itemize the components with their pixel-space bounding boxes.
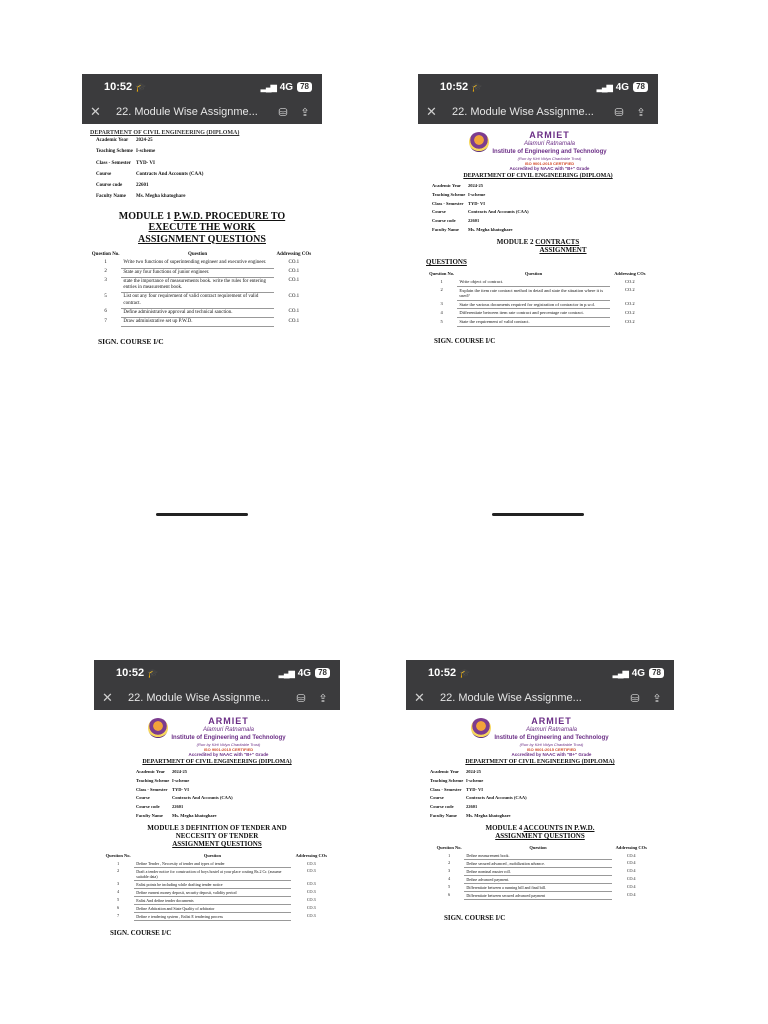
info-value: Ms. Megha khatoghare (468, 226, 513, 232)
question-text: State the requirement of valid contract. (457, 318, 609, 327)
share-drive-icon[interactable]: ⛁ (614, 106, 624, 119)
module-title-underlined: ACCOUNTS IN P.W.D. (523, 824, 595, 833)
question-text: Define e tendering system , Enlist E tendering process (134, 912, 290, 920)
signature-label: SIGN. COURSE I/C (444, 913, 506, 922)
info-label: Teaching Scheme (432, 192, 466, 197)
table-row (426, 318, 650, 327)
question-no: 1 (448, 852, 451, 858)
question-co: CO.4 (626, 868, 636, 874)
network-type: 4G (615, 81, 630, 93)
module-title-line2: NECCESITY OF TENDER (175, 832, 259, 841)
module-title-line2: ASSIGNMENT (539, 246, 587, 255)
table-row (426, 300, 650, 309)
clock: 10:52 (116, 667, 145, 679)
module-prefix: MODULE 2 (496, 238, 534, 247)
table-row (102, 912, 332, 920)
college-emblem-icon (148, 718, 168, 738)
info-value: TYD- VI (466, 786, 484, 792)
module-title-line3: QUESTIONS (426, 258, 467, 267)
module-title-underlined: CONTRACTS (535, 238, 580, 247)
info-value: 22601 (466, 803, 478, 809)
table-row (434, 883, 651, 891)
clock: 10:52 (428, 667, 457, 679)
question-text: Define secured advanced , mobilization advance. (464, 859, 611, 867)
info-label: Course code (136, 803, 160, 809)
question-co: CO.3 (307, 913, 316, 919)
module-title-line2: ASSIGNMENT QUESTIONS (495, 832, 585, 841)
share-drive-icon[interactable]: ⛁ (296, 692, 306, 705)
signal-icon: ▂▄▆ (278, 668, 294, 678)
college-logo (102, 716, 332, 758)
table-row (102, 860, 332, 868)
info-label: Course code (432, 217, 456, 223)
question-text: Define nominal muster roll. (464, 867, 611, 875)
question-co: CO.3 (307, 905, 316, 911)
question-text: Define earnest money deposit, security deposit, validity period (134, 888, 290, 896)
document-title: 22. Module Wise Assignme... (452, 106, 594, 118)
question-co: CO.3 (307, 868, 316, 874)
question-co: CO.2 (625, 301, 635, 307)
module-prefix: MODULE 1 (118, 210, 172, 222)
status-bar (406, 660, 674, 686)
network-type: 4G (631, 667, 646, 679)
info-label: Course (136, 795, 150, 801)
info-value: Contracts And Accounts (CAA) (172, 795, 233, 801)
signal-icon: ▂▄▆ (596, 82, 612, 92)
question-co: CO.1 (288, 278, 300, 284)
viewer-toolbar (406, 686, 674, 710)
question-no: 4 (448, 876, 451, 882)
info-label: Class - Semester (96, 160, 131, 166)
question-co: CO.1 (288, 318, 300, 324)
viewer-toolbar (82, 100, 322, 124)
info-value: Ms. Megha khatoghare (172, 812, 217, 818)
table-row (90, 268, 314, 277)
col-question: Question (529, 845, 547, 851)
module-title-line2: EXECUTE THE WORK (148, 222, 256, 233)
table-row (90, 293, 314, 309)
question-text: Define administrative approval and technical sanction. (121, 308, 273, 317)
question-text: Define Arbitration and State Quality of arbitrator (134, 904, 290, 912)
info-value: Contracts And Accounts (CAA) (468, 209, 529, 215)
question-co: CO.1 (288, 260, 300, 266)
info-value: 2024-25 (466, 769, 481, 775)
question-no: 5 (117, 897, 120, 903)
questions-table (426, 270, 650, 326)
table-row (102, 880, 332, 888)
table-row (102, 888, 332, 896)
home-indicator[interactable] (156, 513, 248, 516)
info-value: Contracts And Accounts (CAA) (136, 171, 204, 177)
document-title: 22. Module Wise Assignme... (440, 692, 582, 704)
question-no: 3 (117, 881, 120, 887)
question-no: 5 (440, 318, 443, 324)
question-co: CO.4 (626, 892, 636, 898)
department-heading: DEPARTMENT OF CIVIL ENGINEERING (DIPLOMA) (142, 758, 292, 765)
info-label: Faculty Name (432, 226, 459, 232)
screenshot-module-1 (82, 74, 322, 524)
close-icon[interactable]: ✕ (414, 690, 425, 705)
share-drive-icon[interactable]: ⛁ (278, 106, 288, 119)
table-row (434, 867, 651, 875)
college-logo (414, 716, 666, 758)
naac-accreditation: Accredited by NAAC with "B+" Grade (509, 166, 590, 172)
screenshot-module-2 (418, 74, 658, 524)
screenshot-module-4 (406, 660, 674, 1024)
question-no: 2 (117, 868, 120, 874)
table-row (434, 852, 651, 860)
question-co: CO.2 (625, 318, 635, 324)
graduation-cap-icon: 🎓 (147, 667, 159, 678)
share-icon[interactable]: ⇪ (652, 692, 662, 705)
question-text: State the various documents required for registration of contractor in p.w.d. (457, 300, 609, 309)
question-no: 6 (448, 892, 451, 898)
col-addressing-cos: Addressing COs (615, 845, 647, 851)
college-subtitle: Institute of Engineering and Technology (171, 734, 286, 741)
document-page (406, 710, 674, 923)
col-addressing-cos: Addressing COs (276, 252, 312, 257)
college-name: Alamuri Ratnamala (202, 727, 254, 734)
question-text: Enlist And define tender documents (134, 896, 290, 904)
college-brand: ARMIET (531, 716, 572, 726)
status-bar (94, 660, 340, 686)
table-row (90, 277, 314, 293)
graduation-cap-icon: 🎓 (471, 81, 483, 92)
table-row (102, 904, 332, 912)
graduation-cap-icon: 🎓 (459, 667, 471, 678)
question-co: CO.3 (307, 897, 316, 903)
question-text: Enlist points be including while drafting tender notice (134, 880, 290, 888)
col-question-no: Question No. (91, 252, 120, 257)
question-no: 7 (117, 913, 120, 919)
question-text: Define measurement book. (464, 852, 611, 860)
info-label: Course (430, 795, 444, 801)
table-row (90, 308, 314, 317)
question-co: CO.3 (307, 860, 316, 866)
question-no: 3 (448, 868, 451, 874)
info-label: Academic Year (136, 769, 165, 775)
close-icon[interactable]: ✕ (102, 690, 113, 705)
questions-table (434, 844, 651, 900)
table-row (90, 318, 314, 327)
info-label: Class - Semester (430, 786, 462, 792)
table-row (434, 875, 651, 883)
question-no: 2 (104, 269, 107, 274)
info-label: Teaching Scheme (96, 149, 133, 155)
question-no: 6 (117, 905, 120, 911)
question-no: 2 (440, 287, 443, 293)
document-page (82, 124, 322, 347)
question-no: 4 (117, 889, 120, 895)
share-icon[interactable]: ⇪ (300, 106, 310, 119)
college-trust: (Run by Kirti Vidya Charitable Trust) (519, 742, 584, 748)
module-title (96, 211, 308, 246)
module-title-underlined: P.W.D. PROCEDURE TO (173, 210, 286, 222)
info-label: Course (96, 171, 112, 177)
info-label: Academic Year (430, 769, 459, 775)
info-label: Academic Year (96, 138, 129, 143)
signal-icon: ▂▄▆ (260, 82, 276, 92)
module-title-line1: MODULE 3 DEFINITION OF TENDER AND (147, 824, 287, 833)
college-trust: (Run by Kirti Vidya Charitable Trust) (517, 156, 582, 162)
info-value: I-scheme (172, 778, 190, 783)
table-row (102, 867, 332, 880)
share-icon[interactable]: ⇪ (318, 692, 328, 705)
info-value: Ms. Megha khatoghare (466, 812, 511, 818)
info-label: Course code (96, 183, 123, 188)
col-question: Question (187, 252, 208, 257)
question-co: CO.1 (288, 293, 300, 299)
course-info (432, 183, 650, 232)
info-value: 22601 (172, 803, 184, 809)
col-question-no: Question No. (429, 271, 455, 277)
question-text: Draft a tender notice for construction of boys hostel at your place costing Rs.2 Cr. (assume suitable data) (134, 867, 290, 880)
question-co: CO.2 (625, 278, 635, 284)
network-type: 4G (297, 667, 312, 679)
question-no: 6 (104, 309, 107, 315)
close-icon[interactable]: ✕ (90, 104, 101, 119)
college-name: Alamuri Ratnamala (523, 141, 575, 148)
naac-accreditation: Accredited by NAAC with "B+" Grade (511, 752, 592, 758)
question-co: CO.1 (288, 309, 300, 315)
col-addressing-cos: Addressing COs (614, 271, 646, 277)
department-heading-cut: DEPARTMENT OF CIVIL ENGINEERING (DIPLOMA) (90, 130, 240, 136)
info-value: 22601 (468, 217, 480, 223)
info-value: Contracts And Accounts (CAA) (466, 795, 527, 801)
home-indicator[interactable] (492, 513, 584, 516)
table-row (426, 309, 650, 318)
naac-accreditation: Accredited by NAAC with "B+" Grade (188, 752, 269, 758)
share-drive-icon[interactable]: ⛁ (630, 692, 640, 705)
question-text: Explain the item rate contract method in detail and state the situation where it is used? (457, 286, 609, 300)
table-row (426, 286, 650, 300)
info-label: Class - Semester (136, 786, 168, 792)
college-brand: ARMIET (208, 716, 249, 726)
info-label: Academic Year (432, 183, 461, 189)
table-row (434, 859, 651, 867)
viewer-toolbar (94, 686, 340, 710)
questions-table (102, 852, 332, 921)
college-name: Alamuri Ratnamala (525, 727, 577, 734)
college-subtitle: Institute of Engineering and Technology (494, 734, 609, 741)
question-text: Draw administrative set up P.W.D. (121, 318, 273, 327)
info-value: TYD- VI (172, 786, 190, 792)
document-title: 22. Module Wise Assignme... (128, 692, 270, 704)
screenshot-module-3 (94, 660, 340, 1024)
info-label: Faculty Name (136, 812, 163, 818)
status-bar (82, 74, 322, 100)
college-emblem-icon (471, 718, 491, 738)
question-no: 5 (448, 884, 451, 890)
signal-icon: ▂▄▆ (612, 668, 628, 678)
info-label: Course (432, 209, 446, 215)
question-co: CO.4 (626, 876, 636, 882)
clock: 10:52 (440, 81, 469, 93)
questions-table (90, 251, 314, 327)
status-bar (418, 74, 658, 100)
module-title (432, 238, 644, 254)
module-title (420, 824, 660, 840)
graduation-cap-icon: 🎓 (135, 81, 147, 92)
iso-certification: ISO 9001:2015 CERTIFIED (203, 747, 254, 753)
question-no: 7 (104, 318, 107, 324)
info-label: Course code (430, 803, 454, 809)
info-value: 22601 (136, 183, 149, 188)
table-row (102, 896, 332, 904)
question-no: 3 (440, 301, 443, 307)
iso-certification: ISO 9001:2015 CERTIFIED (526, 747, 577, 753)
question-no: 1 (117, 860, 120, 866)
close-icon[interactable]: ✕ (426, 104, 437, 119)
info-label: Faculty Name (96, 194, 126, 200)
college-logo (426, 130, 650, 172)
info-value: TYD- VI (136, 160, 155, 166)
module-title (108, 824, 326, 848)
module-title-line3: ASSIGNMENT QUESTIONS (172, 840, 262, 849)
question-co: CO.4 (626, 852, 636, 858)
info-value: TYD- VI (468, 200, 486, 206)
question-co: CO.3 (307, 881, 316, 887)
info-label: Teaching Scheme (136, 778, 170, 783)
question-no: 1 (104, 260, 107, 266)
viewer-toolbar (418, 100, 658, 124)
info-value: I-scheme (466, 778, 484, 783)
info-value: 2024-25 (468, 183, 483, 189)
question-text: List out any four requirement of valid contract requirement of valid contract. (121, 293, 273, 309)
department-heading: DEPARTMENT OF CIVIL ENGINEERING (DIPLOMA) (465, 758, 615, 765)
network-type: 4G (279, 81, 294, 93)
question-text: Differentiate between a running bill and final bill. (464, 883, 611, 891)
course-info (96, 138, 314, 201)
question-co: CO.2 (625, 287, 635, 293)
department-heading: DEPARTMENT OF CIVIL ENGINEERING (DIPLOMA) (463, 172, 613, 179)
college-trust: (Run by Kirti Vidya Charitable Trust) (196, 742, 261, 748)
question-no: 1 (440, 278, 443, 284)
question-text: Define advanced payment. (464, 875, 611, 883)
module-title-line3: ASSIGNMENT QUESTIONS (138, 233, 266, 245)
col-addressing-cos: Addressing COs (295, 853, 327, 859)
battery-level: 78 (633, 82, 648, 92)
question-text: Differentiate between secured advanced payment (464, 891, 611, 899)
iso-certification: ISO 9001:2015 CERTIFIED (524, 161, 575, 167)
course-info (136, 769, 332, 818)
question-co: CO.1 (288, 269, 300, 274)
info-label: Class - Semester (432, 200, 464, 206)
question-no: 5 (104, 293, 107, 299)
question-co: CO.2 (625, 309, 635, 315)
question-no: 3 (104, 278, 107, 284)
col-question: Question (203, 853, 222, 859)
question-text: Write two functions of superintending engineer and executive engineer. (121, 259, 273, 268)
info-value: 2024-25 (172, 769, 187, 775)
question-text: State any four functions of junior engineer. (121, 268, 273, 277)
document-page (418, 124, 658, 345)
col-question: Question (524, 271, 543, 277)
document-page (94, 710, 340, 938)
college-subtitle: Institute of Engineering and Technology (492, 148, 607, 155)
question-no: 2 (448, 860, 451, 866)
battery-level: 78 (315, 668, 330, 678)
share-icon[interactable]: ⇪ (636, 106, 646, 119)
question-co: CO.4 (626, 860, 636, 866)
question-text: Define Tender , Neccesity of tender and types of tender (134, 860, 290, 868)
table-row (90, 259, 314, 268)
col-question-no: Question No. (436, 845, 462, 851)
college-brand: ARMIET (529, 130, 570, 140)
question-co: CO.3 (307, 889, 316, 895)
question-text: state the importance of measurements book. write the rules for entering entries in measurement book. (121, 277, 273, 293)
col-question-no: Question No. (105, 853, 131, 859)
info-value: 2024-25 (136, 138, 153, 143)
signature-label: SIGN. COURSE I/C (110, 928, 172, 937)
question-text: Differentiate between item rate contract and percentage rate contract. (457, 309, 609, 318)
battery-level: 78 (297, 82, 312, 92)
question-no: 4 (440, 309, 443, 315)
question-co: CO.4 (626, 884, 636, 890)
table-row (426, 278, 650, 286)
info-value: I-scheme (468, 192, 486, 197)
signature-label: SIGN. COURSE I/C (434, 336, 496, 345)
signature-label: SIGN. COURSE I/C (98, 337, 164, 347)
info-label: Faculty Name (430, 812, 457, 818)
table-row (434, 891, 651, 899)
clock: 10:52 (104, 81, 133, 93)
info-value: I-scheme (136, 149, 156, 155)
battery-level: 78 (649, 668, 664, 678)
info-value: Ms. Megha khatoghare (136, 194, 186, 200)
course-info (430, 769, 666, 818)
module-prefix: MODULE 4 (485, 824, 523, 833)
document-title: 22. Module Wise Assignme... (116, 106, 258, 118)
question-text: Write object of contract. (457, 278, 609, 286)
info-label: Teaching Scheme (430, 778, 464, 783)
college-emblem-icon (469, 132, 489, 152)
